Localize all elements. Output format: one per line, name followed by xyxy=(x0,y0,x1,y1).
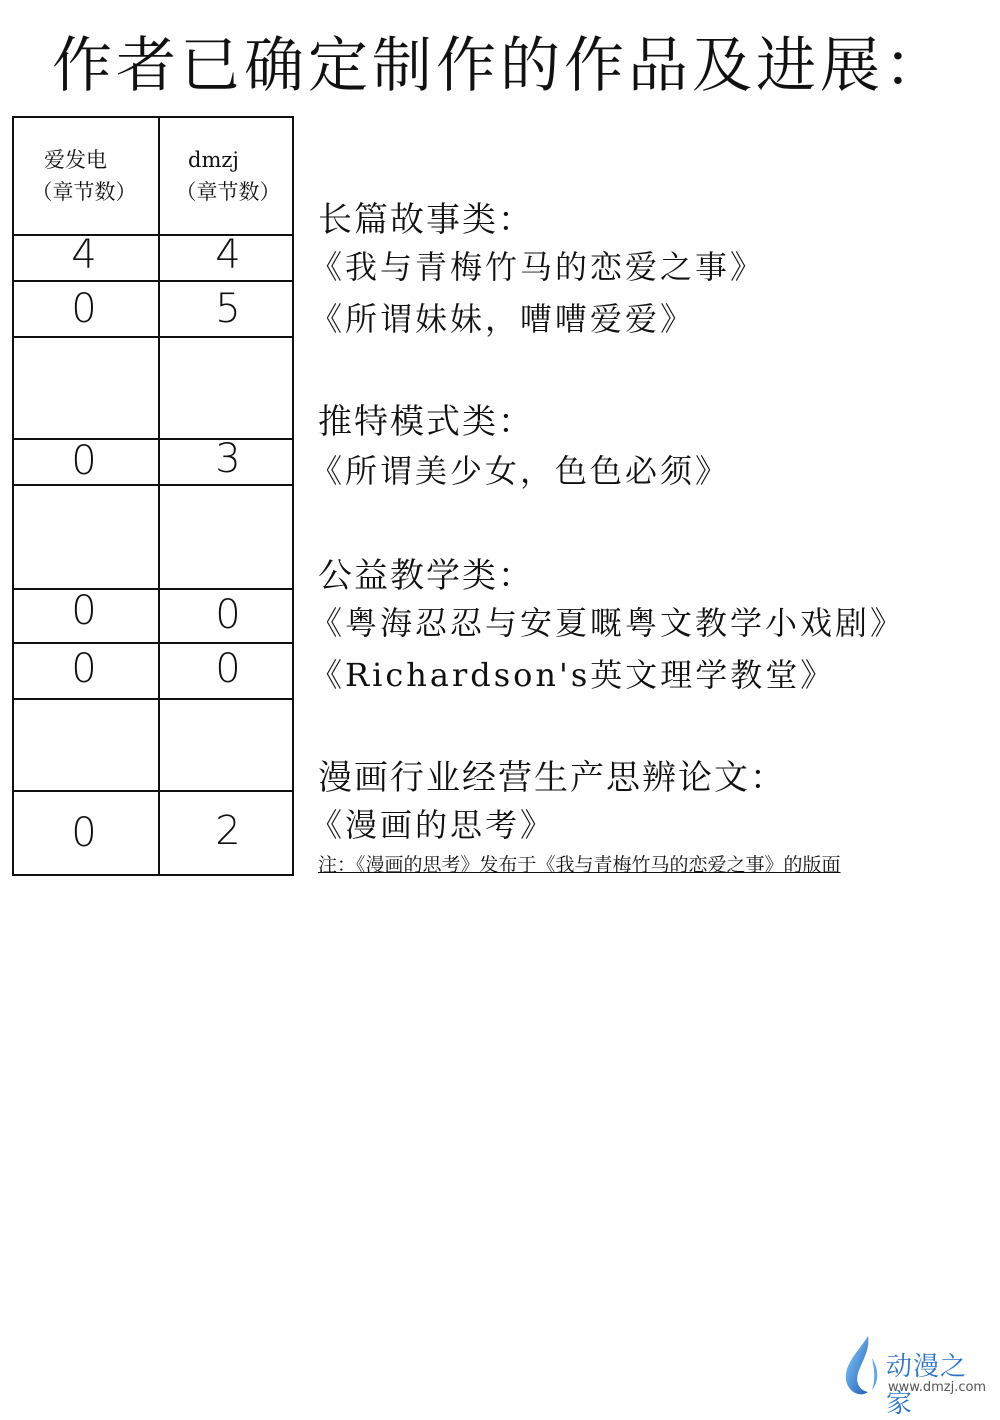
work-title: 《Richardson's英文理学教堂》 xyxy=(310,656,836,694)
cell-dmzj-count: 3 xyxy=(215,436,241,482)
row-divider xyxy=(14,698,292,700)
header-dmzj-unit: （章节数） xyxy=(175,180,281,204)
section-heading-long-story: 长篇故事类： xyxy=(318,200,534,240)
header-dmzj-name: dmzj xyxy=(188,148,239,172)
cell-afdian-count: 0 xyxy=(71,438,97,484)
cell-afdian-count: 0 xyxy=(71,286,97,332)
progress-table xyxy=(12,116,294,876)
header-afdian-unit: （章节数） xyxy=(31,180,137,204)
work-title: 《所谓美少女，色色必须》 xyxy=(310,452,731,490)
work-title: 《漫画的思考》 xyxy=(310,806,556,844)
row-divider xyxy=(14,280,292,282)
cell-dmzj-count: 0 xyxy=(215,592,241,638)
dmzj-logo xyxy=(838,1334,988,1419)
row-divider xyxy=(14,642,292,644)
footnote: 注：《漫画的思考》发布于《我与青梅竹马的恋爱之事》的版面 xyxy=(318,854,841,876)
section-heading-teaching: 公益教学类： xyxy=(318,556,534,596)
row-divider xyxy=(14,790,292,792)
cell-afdian-count: 0 xyxy=(71,646,97,692)
cell-afdian-count: 0 xyxy=(71,810,97,856)
work-title: 《粤海忍忍与安夏嘅粤文教学小戏剧》 xyxy=(310,604,906,642)
section-heading-essay: 漫画行业经营生产思辨论文： xyxy=(318,758,786,798)
work-title: 《所谓妹妹，嘈嘈爱爱》 xyxy=(310,300,696,338)
cell-dmzj-count: 2 xyxy=(215,808,241,854)
logo-text: 动漫之家 xyxy=(886,1352,968,1419)
cell-dmzj-count: 0 xyxy=(215,646,241,692)
header-dmzj xyxy=(158,144,298,208)
work-title: 《我与青梅竹马的恋爱之事》 xyxy=(310,248,766,286)
row-divider xyxy=(14,336,292,338)
logo-url: www.dmzj.com xyxy=(888,1380,987,1395)
row-divider xyxy=(14,484,292,486)
section-heading-twitter: 推特模式类： xyxy=(318,402,534,442)
cell-afdian-count: 4 xyxy=(71,232,97,278)
cell-dmzj-count: 4 xyxy=(215,232,241,278)
page-title: 作者已确定制作的作品及进展： xyxy=(52,31,948,101)
cell-afdian-count: 0 xyxy=(71,588,97,634)
cell-dmzj-count: 5 xyxy=(215,286,241,332)
header-afdian-name: 爱发电 xyxy=(44,148,107,172)
dmzj-drop-icon xyxy=(838,1334,882,1400)
header-afdian xyxy=(14,144,154,208)
